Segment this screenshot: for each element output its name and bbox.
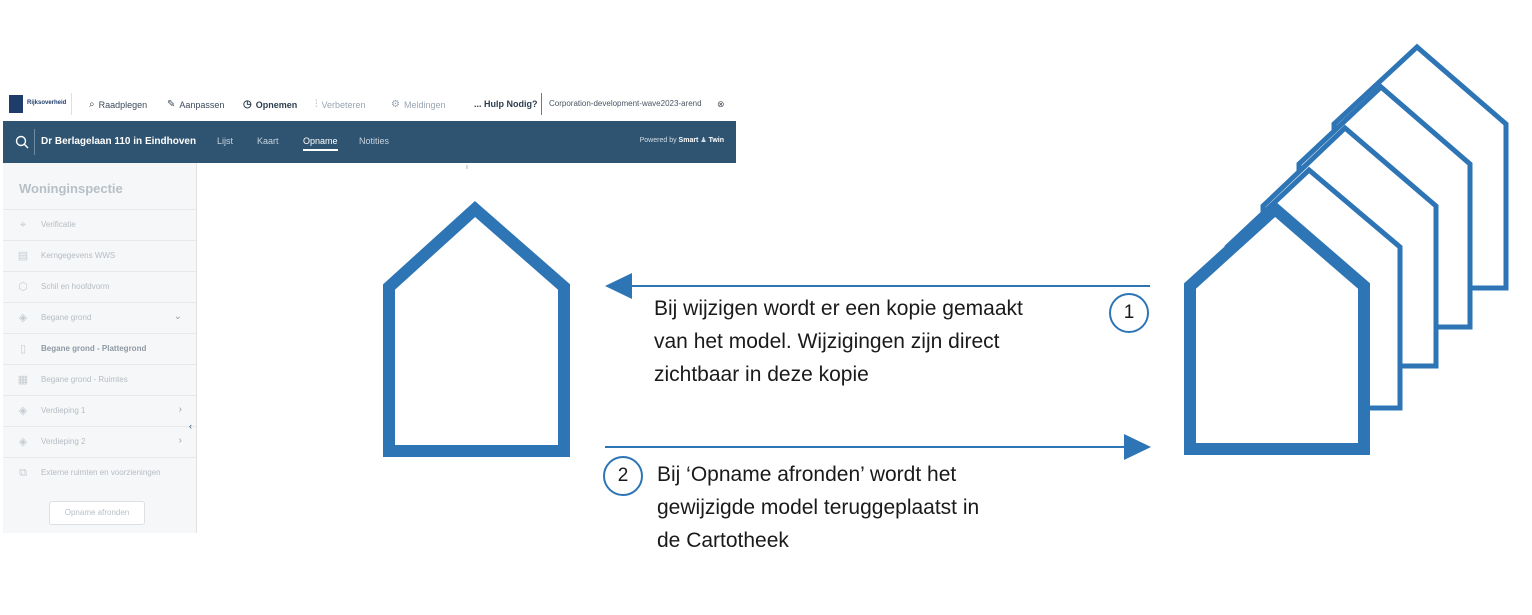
external-icon: ⧉: [19, 467, 27, 479]
cube-icon: ⬡: [18, 281, 28, 293]
chevron-down-icon: ⌄: [173, 311, 182, 322]
sidebar-item-label: Externe ruimten en voorzieningen: [41, 468, 161, 477]
sidebar-item-label: Begane grond - Plattegrond: [41, 344, 147, 353]
layers-icon: ◈: [18, 405, 28, 417]
document-icon: ▤: [17, 250, 29, 262]
tab-lijst[interactable]: Lijst: [217, 136, 234, 146]
help-link[interactable]: ... Hulp Nodig?: [474, 99, 538, 109]
step-1-line: van het model. Wijzigingen zijn direct: [654, 330, 1000, 353]
step-2-badge: 2: [603, 456, 643, 496]
layers-icon: ◈: [18, 436, 28, 448]
sidebar-item-label: Begane grond - Ruimtes: [41, 375, 128, 384]
nav-label: Verbeteren: [321, 99, 366, 110]
step-1-badge: 1: [1109, 293, 1149, 333]
tab-notities[interactable]: Notities: [359, 136, 390, 146]
environment-label: Corporation-development-wave2023-arend: [541, 93, 702, 115]
arrow-left-head-icon: [605, 273, 632, 299]
tab-kaart[interactable]: Kaart: [257, 136, 279, 146]
location-icon: ⌖: [19, 219, 27, 231]
step-1-line: zichtbaar in deze kopie: [654, 363, 869, 386]
powered-brand: Smart: [678, 137, 699, 144]
opname-afronden-button[interactable]: Opname afronden: [49, 501, 145, 525]
step-1-text: [654, 292, 1114, 391]
floorplan-icon: ▯: [19, 343, 27, 355]
sidebar-item-label: Verificatie: [41, 220, 76, 229]
nav-label: Opnemen: [255, 99, 298, 110]
brand-name: Rijksoverheid: [27, 100, 67, 106]
nav-label: Meldingen: [403, 99, 446, 110]
step-2-line: gewijzigde model teruggeplaatst in: [657, 496, 980, 519]
powered-suffix: Twin: [708, 137, 724, 144]
step-1-line: Bij wijzigen wordt er een kopie gemaakt: [654, 297, 1023, 320]
nav-label: Raadplegen: [98, 99, 148, 110]
layers-icon: ◈: [18, 312, 28, 324]
chevron-right-icon: ›: [178, 435, 182, 446]
sidebar-item-label: Verdieping 2: [41, 437, 86, 446]
twin-icon: ♟: [700, 137, 707, 144]
nav-label: Aanpassen: [179, 99, 225, 110]
sidebar-item-label: Verdieping 1: [41, 406, 86, 415]
user-icon[interactable]: ⊗: [717, 99, 725, 109]
tab-opname[interactable]: Opname: [303, 136, 338, 146]
rooms-icon: ▦: [17, 374, 29, 386]
gear-icon: ⚙: [391, 99, 400, 110]
sidebar-item-label: Schil en hoofdvorm: [41, 282, 110, 291]
step-2-line: Bij ‘Opname afronden’ wordt het: [657, 463, 957, 486]
camera-icon: ◷: [243, 99, 252, 110]
chevron-right-icon: ›: [178, 404, 182, 415]
arrow-right-head-icon: [1124, 434, 1151, 460]
step-2-line: de Cartotheek: [657, 529, 789, 552]
search-doc-icon: ⌕: [89, 99, 95, 110]
chart-icon: ⫶: [315, 99, 318, 110]
edit-icon: ✎: [167, 99, 176, 110]
sidebar-item-label: Begane grond: [41, 313, 92, 322]
house-copy-icon: [389, 209, 564, 451]
sidebar-item-label: Kerngegevens WWS: [41, 251, 116, 260]
step-2-text: [657, 458, 1117, 557]
powered-prefix: Powered by: [639, 137, 677, 144]
address-title: Dr Berlagelaan 110 in Eindhoven: [41, 136, 197, 147]
sidebar-title: Woninginspectie: [19, 181, 123, 196]
collapse-sidebar-icon[interactable]: ‹: [189, 421, 192, 431]
